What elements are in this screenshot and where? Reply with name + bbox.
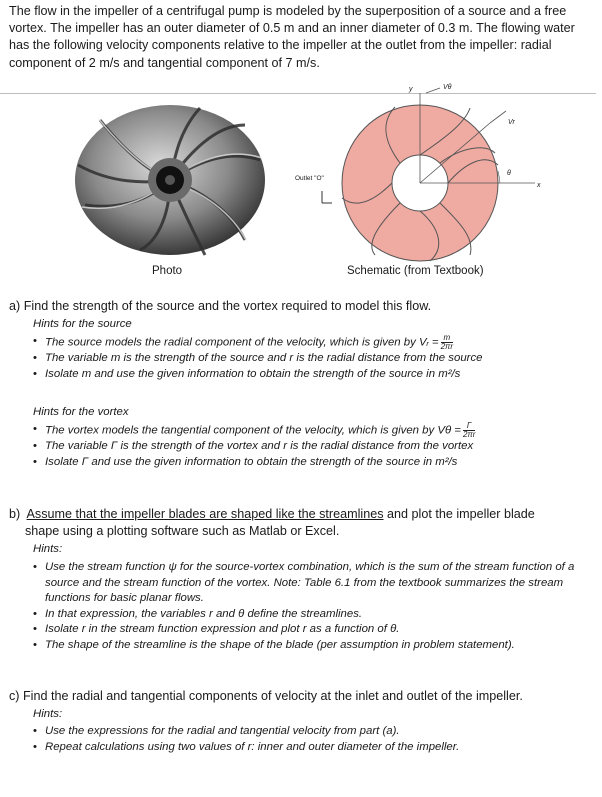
v-r-label: Vr	[508, 119, 515, 126]
part-b-hint-2: • In that expression, the variables r and θ define the streamlines.	[33, 607, 588, 623]
part-c-question: c) Find the radial and tangential components of velocity at the inlet and outlet of the impeller.	[9, 689, 523, 703]
axis-x-label: x	[537, 182, 541, 189]
part-b-question: b) Assume that the impeller blades are shaped like the streamlines and plot the impeller blade shape using a plotting software such as Matlab or Excel.	[9, 507, 535, 538]
vortex-hints-list	[33, 422, 593, 470]
vortex-hint-1: • The vortex models the tangential component of the velocity, which is given by Vθ = $\frac{\Gamma}{2\pi r}$	[33, 422, 593, 439]
vortex-hint-3: • Isolate Γ and use the given information to obtain the strength of the source in m²/s	[33, 455, 593, 471]
source-hints-title: Hints for the source	[33, 318, 132, 330]
part-b-hints-list	[33, 560, 588, 653]
vortex-hints-title: Hints for the vortex	[33, 406, 129, 418]
photo-caption: Photo	[152, 265, 183, 277]
axis-y-label: y	[409, 86, 413, 93]
part-c-hint-2: • Repeat calculations using two values of r: inner and outer diameter of the impeller.	[33, 740, 588, 756]
part-b-hint-1: • Use the stream function ψ for the source-vortex combination, which is the sum of the stream function of a source and the stream function of the vortex. Note: Table 6.1 from the textbook summarizes the stream functions for basic planar flows.	[33, 560, 588, 607]
part-b-hints-title: Hints:	[33, 543, 63, 555]
source-hints-list	[33, 334, 593, 382]
source-fraction: $\frac{m}{2\pi r}$	[440, 333, 454, 351]
source-hint-3: • Isolate m and use the given information to obtain the strength of the source in m²/s	[33, 367, 593, 383]
part-b-underlined: Assume that the impeller blades are shaped like the streamlines	[26, 507, 384, 521]
part-a-question: a) Find the strength of the source and the vortex required to model this flow.	[9, 299, 432, 313]
part-c-hints-title: Hints:	[33, 708, 63, 720]
part-c-hints-list	[33, 724, 588, 755]
part-b-hint-4: • The shape of the streamline is the shape of the blade (per assumption in problem statement).	[33, 638, 588, 654]
outlet-label: Outlet "O"	[295, 175, 324, 182]
source-hint-1: • The source models the radial component of the velocity, which is given by Vᵣ = $\frac{m}{2\pi r}$	[33, 334, 593, 351]
vortex-hint-2: • The variable Γ is the strength of the vortex and r is the radial distance from the vortex	[33, 439, 593, 455]
impeller-photo	[70, 100, 270, 260]
part-c-hint-1: • Use the expressions for the radial and tangential velocity from part (a).	[33, 724, 588, 740]
vortex-fraction: $\frac{\Gamma}{2\pi r}$	[462, 421, 476, 439]
problem-statement: The flow in the impeller of a centrifugal pump is modeled by the superposition of a source and a free vortex. The impeller has an outer diameter of 0.5 m and an inner diameter of 0.3 m. The flowing water has the following velocity components relative to the impeller at the outlet from the impeller: radial component of 2 m/s and tangential component of 7 m/s.	[9, 4, 575, 70]
part-b-hint-3: • Isolate r in the stream function expression and plot r as a function of θ.	[33, 622, 588, 638]
theta-label: θ	[507, 170, 511, 177]
schematic-caption: Schematic (from Textbook)	[347, 265, 484, 277]
v-theta-label: Vθ	[443, 84, 452, 91]
source-hint-2: • The variable m is the strength of the source and r is the radial distance from the source	[33, 351, 593, 367]
